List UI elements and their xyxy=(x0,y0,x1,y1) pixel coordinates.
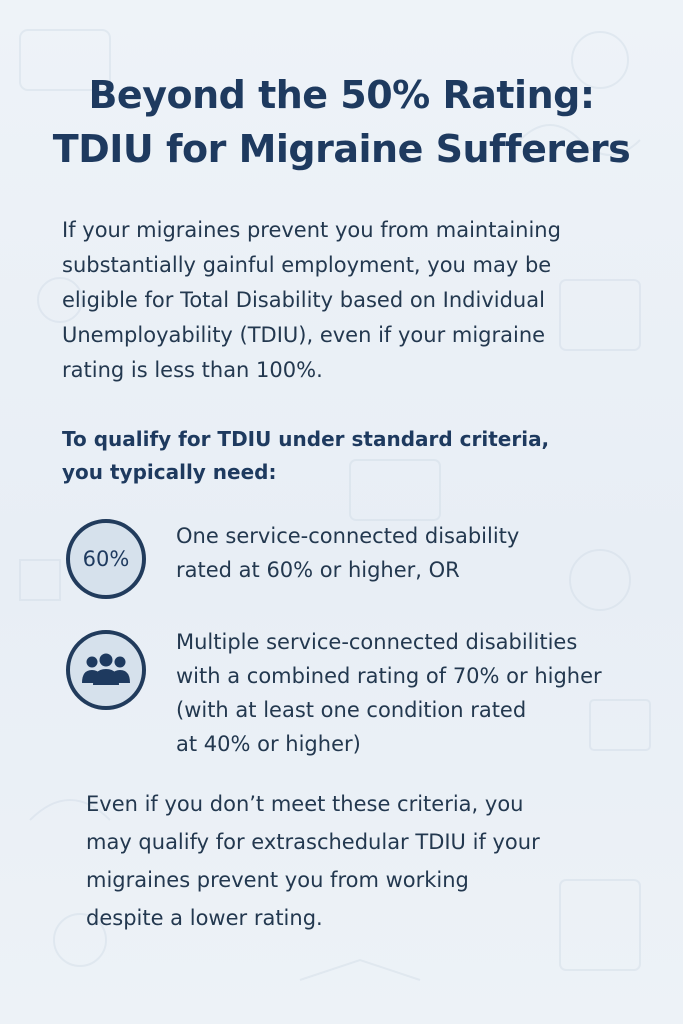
qualify-heading xyxy=(62,423,652,489)
intro-line-2: substantially gainful employment, you may be xyxy=(62,253,552,277)
criterion-2-line-3: (with at least one condition rated xyxy=(176,698,527,722)
qualify-heading-line-2: you typically need: xyxy=(62,460,277,484)
intro-line-3: eligible for Total Disability based on Individual xyxy=(62,288,545,312)
people-glyph xyxy=(80,653,132,687)
criterion-text xyxy=(176,519,646,587)
criterion-multiple-disabilities xyxy=(62,624,662,764)
title-line-2: TDIU for Migraine Sufferers xyxy=(52,127,631,171)
title-line-1: Beyond the 50% Rating: xyxy=(88,73,595,117)
qualify-heading-line-1: To qualify for TDIU under standard criteria, xyxy=(62,427,550,451)
intro-line-1: If your migraines prevent you from maintaining xyxy=(62,218,561,242)
closing-line-1: Even if you don’t meet these criteria, you xyxy=(86,792,524,816)
criterion-single-disability xyxy=(62,517,662,607)
criterion-1-line-1: One service-connected disability xyxy=(176,524,520,548)
group-of-people-icon xyxy=(66,630,146,710)
intro-line-4: Unemployability (TDIU), even if your migraine xyxy=(62,323,546,347)
intro-paragraph xyxy=(62,213,632,388)
intro-line-5: rating is less than 100%. xyxy=(62,358,323,382)
closing-paragraph xyxy=(86,785,606,937)
criterion-1-line-2: rated at 60% or higher, OR xyxy=(176,558,460,582)
page-title xyxy=(20,68,663,176)
badge-text: 60% xyxy=(82,547,130,571)
criterion-2-line-4: at 40% or higher) xyxy=(176,732,361,756)
criterion-2-line-1: Multiple service-connected disabilities xyxy=(176,630,578,654)
criterion-2-line-2: with a combined rating of 70% or higher xyxy=(176,664,602,688)
closing-line-3: migraines prevent you from working xyxy=(86,868,469,892)
percentage-badge-icon xyxy=(66,519,146,599)
closing-line-4: despite a lower rating. xyxy=(86,906,323,930)
closing-line-2: may qualify for extraschedular TDIU if your xyxy=(86,830,540,854)
criterion-text xyxy=(176,625,662,761)
